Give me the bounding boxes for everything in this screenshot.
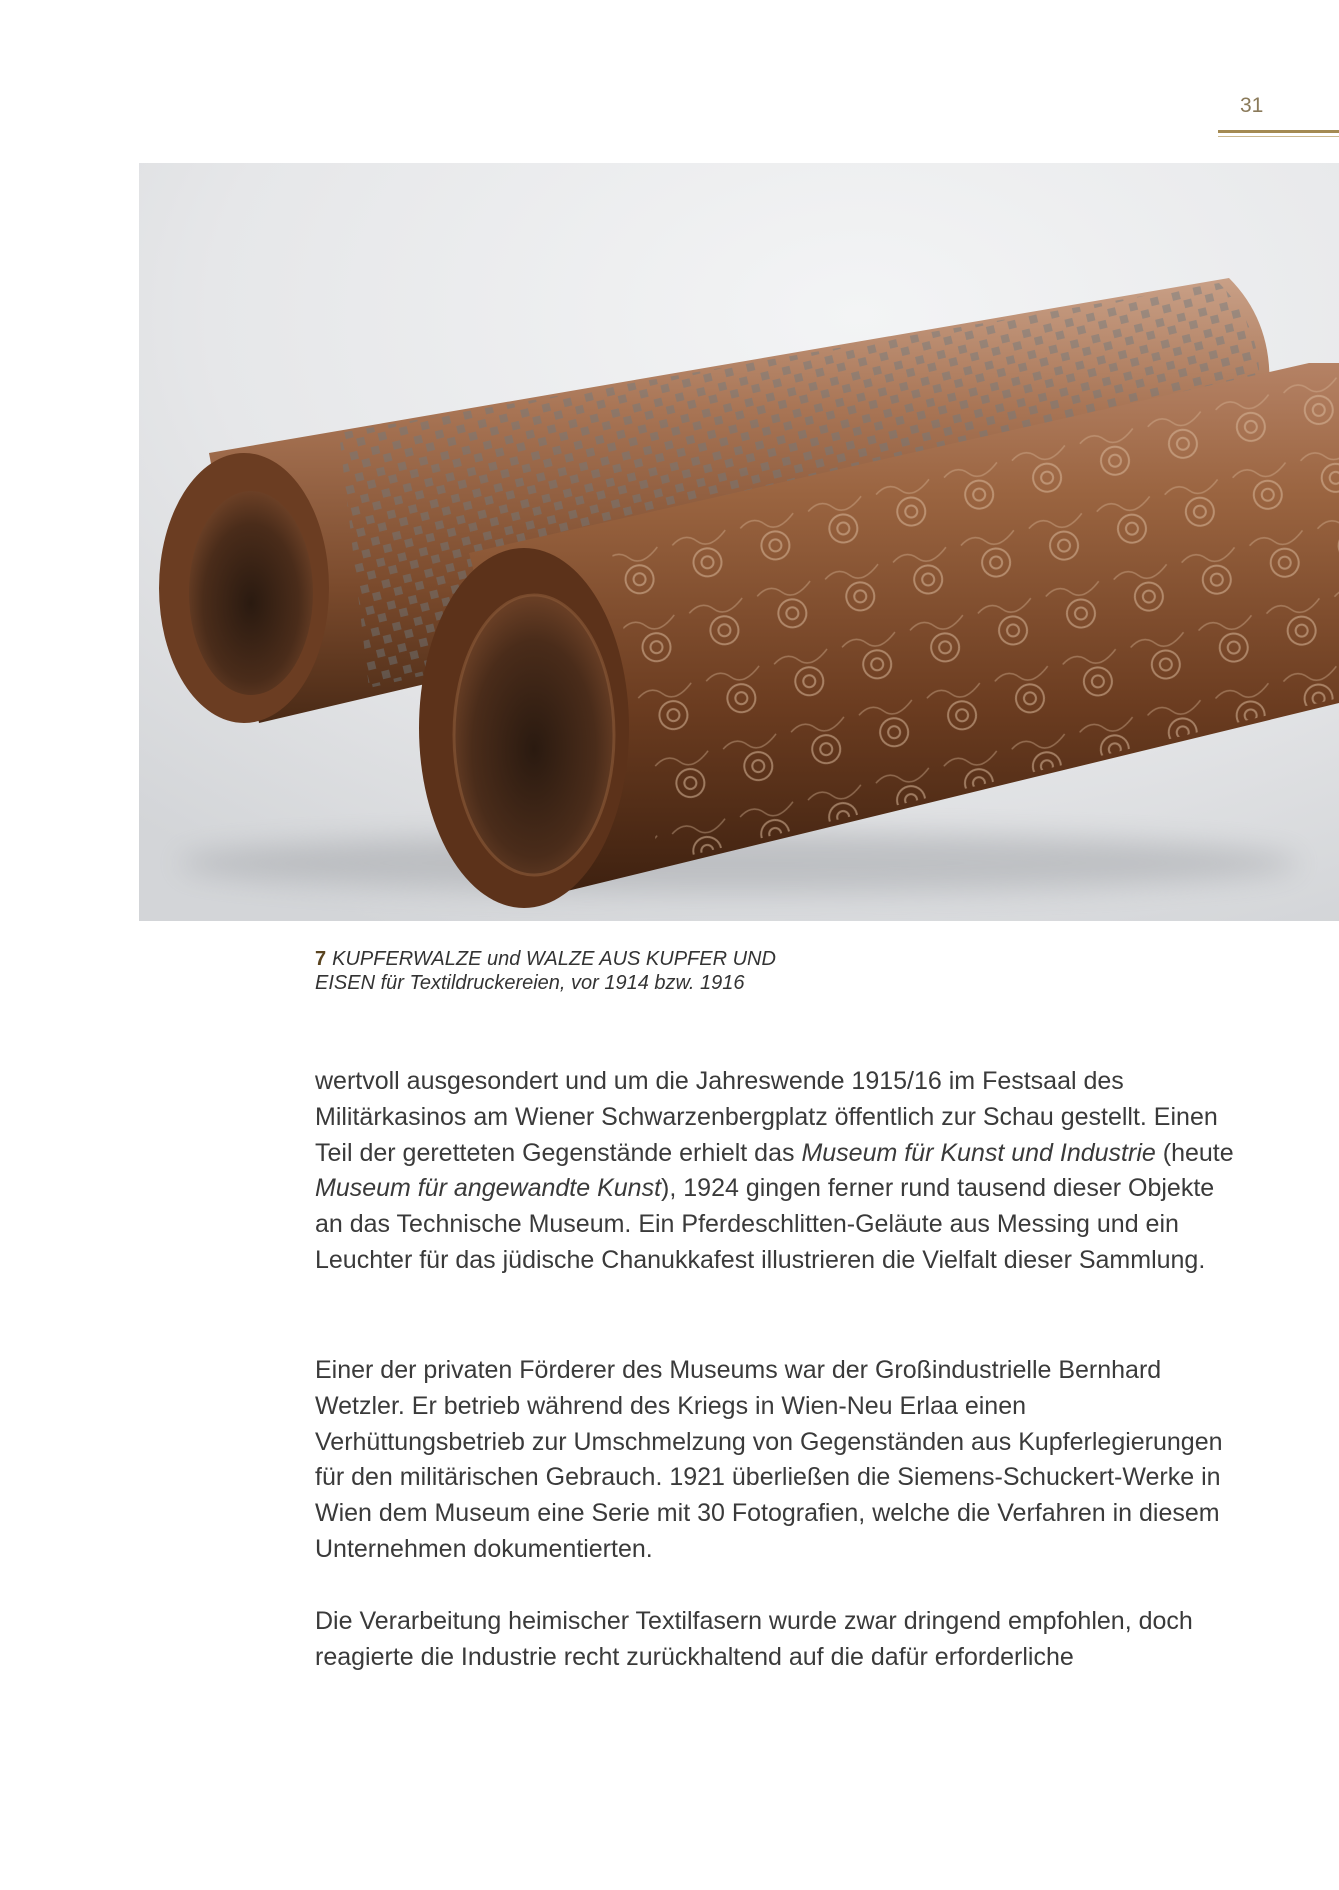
page-number: 31 — [1240, 94, 1264, 117]
body-paragraph-3: Die Verarbeitung heimischer Textilfasern wurde zwar dringend empfohlen, doch reagierte die Industrie recht zurückhaltend auf die dafür erforderliche — [315, 1607, 1193, 1671]
figure-caption-line1: KUPFERWALZE und WALZE AUS KUPFER UND — [332, 948, 776, 970]
body-paragraph-1-part-a: wertvoll ausgesondert und um die Jahreswende 1915/16 im Festsaal des Militärkasinos am Wiener Schwarzenbergplatz öffentlich zur Schau gestellt. Einen Teil der geretteten Gegenstände erhielt das — [315, 1067, 1218, 1167]
figure-photo-copper-rollers — [139, 163, 1339, 921]
body-paragraph-1-part-c: ), 1924 gingen ferner rund tausend dieser Objekte an das Technische Museum. Ein Pferdeschlitten-Geläute aus Messing und ein Leuchter für das jüdische Chanukkafest illustrieren die Vielfalt dieser Sammlung. — [315, 1174, 1215, 1274]
body-paragraph-1 — [315, 1064, 1235, 1279]
body-paragraph-1-part-b: (heute — [1155, 1138, 1234, 1167]
body-paragraph-2: Einer der privaten Förderer des Museums war der Großindustrielle Bernhard Wetzler. Er betrieb während des Kriegs in Wien-Neu Erlaa einen Verhüttungsbetrieb zur Umschmelzung von Gegenständen aus Kupferlegierungen für den militärischen Gebrauch. 1921 überließen die Siemens-Schuckert-Werke in Wien dem Museum eine Serie mit 30 Fotografien, welche die Verfahren in diesem Unternehmen dokumentierten. — [315, 1356, 1223, 1563]
figure-caption-line2: EISEN für Textildruckereien, vor 1914 bzw. 1916 — [315, 972, 745, 994]
museum-name-angewandte-kunst: Museum für angewandte Kunst — [315, 1174, 662, 1203]
figure-caption — [315, 947, 875, 995]
page-number-rule — [1218, 130, 1339, 133]
figure-number: 7 — [315, 948, 327, 970]
museum-name-kunst-industrie: Museum für Kunst und Industrie — [801, 1138, 1156, 1167]
